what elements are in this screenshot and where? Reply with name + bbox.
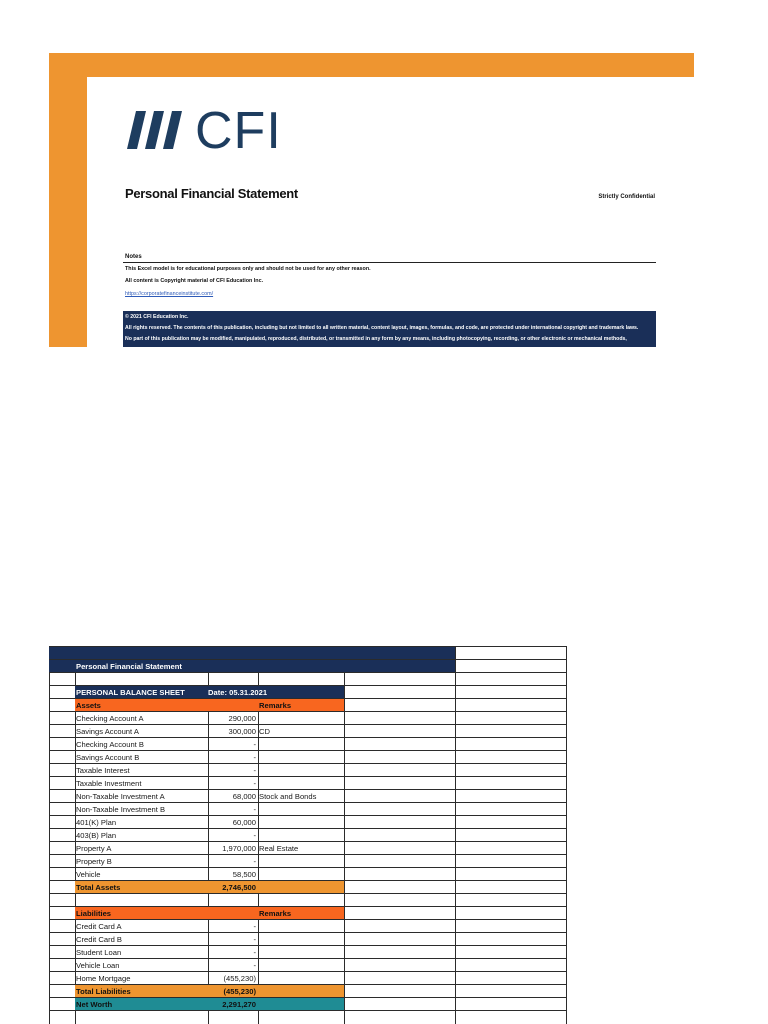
sheet-row: [49, 1010, 566, 1023]
table-row: Vehicle Loan -: [49, 958, 566, 971]
liabilities-header: Liabilities: [75, 907, 208, 920]
total-assets-value: 2,746,500: [208, 881, 258, 894]
table-row: Credit Card A -: [49, 919, 566, 932]
table-row: Property B -: [49, 854, 566, 867]
orange-side-bar: [49, 53, 87, 347]
table-row: Credit Card B -: [49, 932, 566, 945]
grid-line: [566, 646, 567, 1024]
copyright-box: [123, 311, 656, 347]
net-worth-label: Net Worth: [75, 998, 208, 1011]
orange-top-bar: [49, 53, 694, 77]
remarks-header: Remarks: [258, 907, 344, 920]
sheet-row: [49, 698, 566, 711]
note-educational: This Excel model is for educational purposes only and should not be used for any other reason.: [125, 266, 371, 272]
table-row: Student Loan -: [49, 945, 566, 958]
sheet-row: [49, 646, 566, 659]
table-row: Non-Taxable Investment B -: [49, 802, 566, 815]
notes-divider: [123, 262, 656, 263]
table-row: Savings Account B -: [49, 750, 566, 763]
note-copyright: All content is Copyright material of CFI Education Inc.: [125, 278, 264, 284]
statement-date: Date: 05.31.2021: [208, 686, 344, 699]
logo-text: CFI: [195, 102, 282, 160]
website-link[interactable]: https://corporatefinanceinstitute.com/: [125, 291, 214, 297]
sheet-row: [49, 906, 566, 919]
total-assets-label: Total Assets: [75, 881, 208, 894]
cover-title: Personal Financial Statement: [125, 186, 298, 201]
table-row: Taxable Interest -: [49, 763, 566, 776]
assets-header: Assets: [75, 699, 208, 712]
table-row: Non-Taxable Investment A 68,000 Stock and Bonds: [49, 789, 566, 802]
table-row: Savings Account A 300,000 CD: [49, 724, 566, 737]
total-liabilities-label: Total Liabilities: [75, 985, 208, 998]
sheet-row: [49, 672, 566, 685]
copyright-line: © 2021 CFI Education Inc.: [125, 314, 189, 320]
notes-label: Notes: [125, 254, 142, 260]
sheet-row: [49, 893, 566, 906]
balance-sheet-heading: PERSONAL BALANCE SHEET: [75, 686, 208, 699]
sheet-title: Personal Financial Statement: [75, 660, 208, 673]
copyright-line: All rights reserved. The contents of this publication, including but not limited to all written material, content layout, images, formulas, and code, are protected under international copyright and trademark laws.: [125, 325, 639, 331]
table-row: Home Mortgage (455,230): [49, 971, 566, 984]
table-row: Taxable Investment -: [49, 776, 566, 789]
table-row: Checking Account B -: [49, 737, 566, 750]
remarks-header: Remarks: [258, 699, 344, 712]
table-row: 403(B) Plan -: [49, 828, 566, 841]
table-row: Vehicle 58,500: [49, 867, 566, 880]
copyright-line: No part of this publication may be modified, manipulated, reproduced, distributed, or transmitted in any form by any means, including photocopying, recording, or other electronic or mechanical methods,: [125, 336, 627, 342]
cfi-logo-icon: [127, 111, 189, 149]
table-row: 401(K) Plan 60,000: [49, 815, 566, 828]
table-row: Property A 1,970,000 Real Estate: [49, 841, 566, 854]
total-liabilities-row: [49, 984, 566, 997]
sheet-row: [49, 659, 566, 672]
total-assets-row: [49, 880, 566, 893]
table-row: Checking Account A 290,000: [49, 711, 566, 724]
confidential-label: Strictly Confidential: [598, 194, 655, 200]
sheet-row: [49, 685, 566, 698]
total-liabilities-value: (455,230): [208, 985, 258, 998]
net-worth-value: 2,291,270: [208, 998, 258, 1011]
net-worth-row: [49, 997, 566, 1010]
